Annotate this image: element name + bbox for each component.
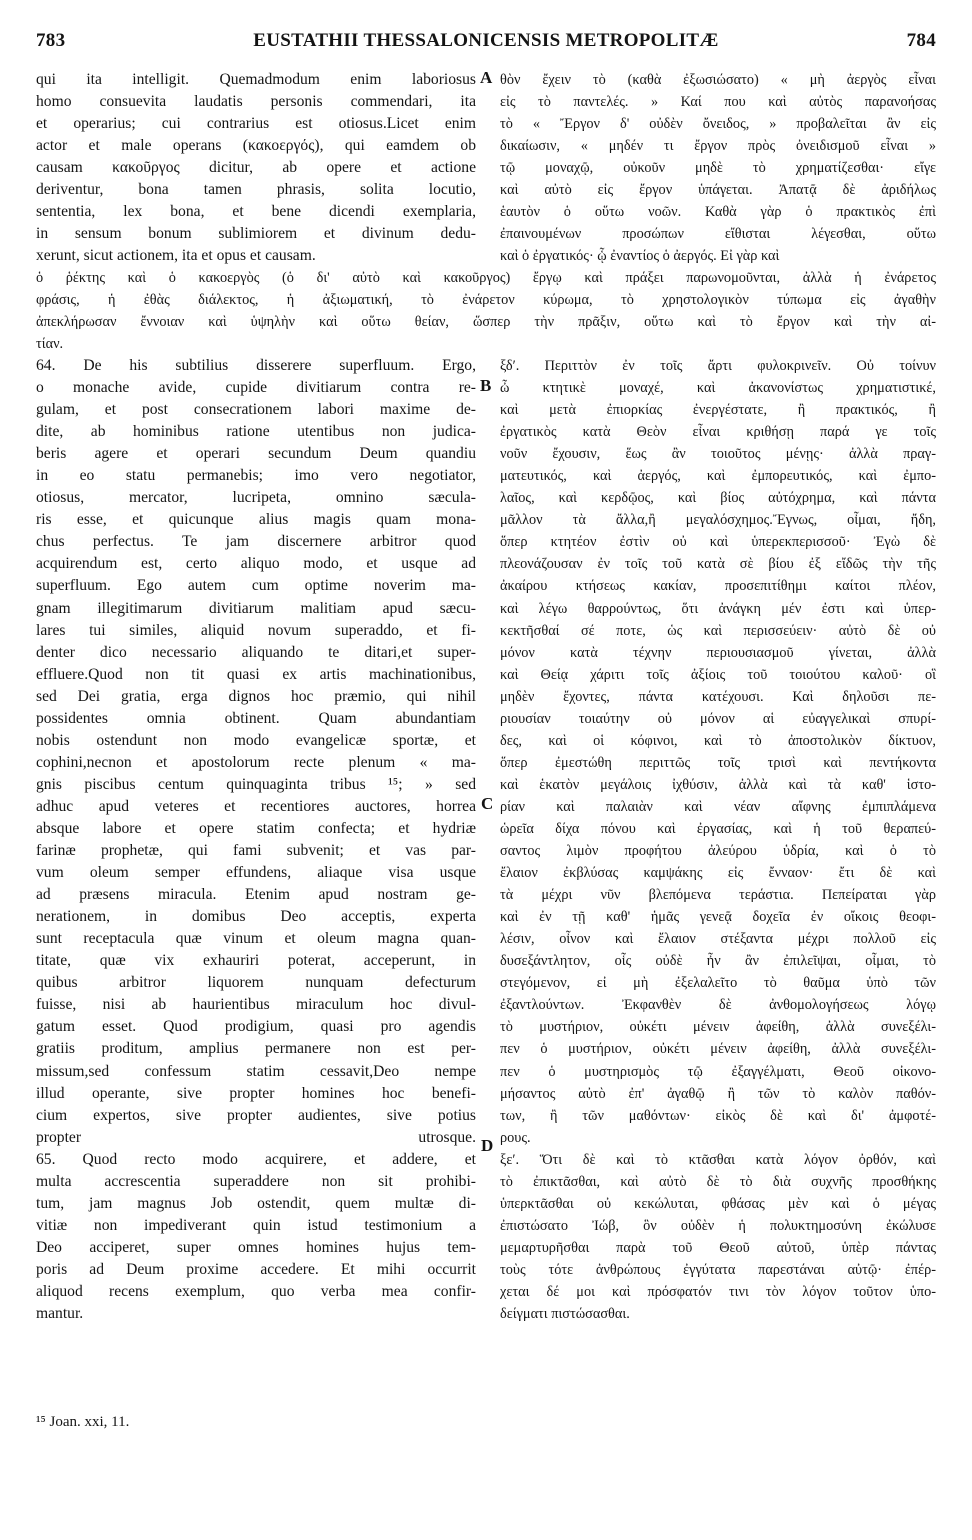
text-line: εἰς τὸ παντελές. » Καί που καὶ αὐτὸς παρανοήσας (500, 94, 936, 111)
text-line: καὶ ἐν τῇ καθ' ἡμᾶς γενεᾷ δοχεῖα ἐν οἴκοις θεοφι- (500, 909, 936, 926)
text-line: in eo statu permanebis; imo vero negotiator, (36, 467, 476, 485)
text-line: propter utrosque. (36, 1128, 476, 1146)
text-line: καὶ ἑκατὸν μεγάλοις ἰχθύσιν, ἀλλὰ καὶ τὰ καθ' ἱστο- (500, 776, 936, 793)
text-line: ὁ ῥέκτης καὶ ὁ κακοεργὸς (ὁ δι' αὐτὸ καὶ κακοῦργος) ἔργῳ καὶ πράξει παρωνομοῦνται, ἀλλὰ ἡ ἐνάρετος (36, 270, 936, 286)
text-line: nobis ostendunt non modo evangelicæ sportæ, et (36, 731, 476, 749)
text-line: actor et male operans (κακοεργός), qui eamdem ob (36, 137, 476, 155)
text-line: σαντος λιμὸν προφήτου ἀλεύρου ὑδρία, καὶ ὁ τὸ (500, 843, 936, 860)
text-line: ἐπιστώσατο Ἰώβ, ὃν οὐδὲν ἡ πολυκτημοσύνη ἐκώλυσε (500, 1217, 936, 1234)
greek-column-main (500, 355, 936, 1325)
text-line: μᾶλλον τὰ ἄλλα,ἢ μεγαλόσχημος.Ἔγνως, οἶμαι, ἤδη, (500, 512, 936, 529)
text-line: tum, jam magnus Job ostendit, quem multæ di- (36, 1194, 476, 1212)
text-line: titate, quæ vix exhauriri poterat, acceperunt, in (36, 952, 476, 970)
text-line: κεκτῆσθαί σέ ποτε, ὡς καὶ περισσεύειν· αὐτὸ δὲ οὐ (500, 622, 936, 639)
footnote: ¹⁵ Joan. xxi, 11. (36, 1414, 130, 1430)
text-line: beris agere et operari secundum Deum quandiu (36, 445, 476, 463)
text-line: denter dico necessario aliquando te ditari,et super- (36, 643, 476, 661)
text-line: Deo acciperet, super omnes homines hujus tem- (36, 1238, 476, 1256)
text-line: ματευτικός, καὶ ἀεργός, καὶ ἐμπορευτικός, καὶ ἐμπο- (500, 468, 936, 485)
text-line: πλεονάζουσαν ἐν τοῖς τοῦ κατὰ σὲ βίου ἐξ εἴδῶς τὴν τῆς (500, 556, 936, 573)
text-line: δες, καὶ οἱ κόφινοι, καὶ τὸ ἀποστολικὸν δίκτυον, (500, 732, 936, 749)
text-line: gnis piscibus centum quinquaginta tribus ¹⁵; » sed (36, 775, 476, 793)
text-line: πεν ὁ μυστήριον, οὐκέτι μένειν ἀφείθη, ἀλλὰ συνεξέλι- (500, 1041, 936, 1058)
text-line: ὅπερ κτητέον ἐστὶν οὐ καὶ ὑπερεκπερισσοῦ· Ἐγὼ δὲ (500, 534, 936, 551)
text-line: ξεʹ. Ὅτι δὲ καὶ τὸ κτᾶσθαι κατὰ λόγον ὀρθόν, καὶ (500, 1151, 936, 1168)
text-line: χεται δέ μοι καὶ πρόσφατόν τινι τὸν λόγον τοῦτον ὑπο- (500, 1283, 936, 1300)
text-line: et operarius; cui contrarius est otiosus.Licet enim (36, 115, 476, 133)
text-line: ρους. (500, 1129, 531, 1146)
page-header (36, 30, 936, 58)
text-line: τοὺς τότε ἀνθρώπους ἐγγύτατα παρεστάναι αὐτῷ· ἐπέρ- (500, 1261, 936, 1278)
text-line: τὰ μέχρι νῦν βλεπόμενα τεράστια. Πεπείραται γὰρ (500, 887, 936, 904)
text-line: ρίαν καὶ παλαιὰν καὶ νέαν αἴφνης ἐμπιπλάμενα (500, 798, 936, 815)
text-line: aliquod recens exemplum, quo verba mea confir- (36, 1282, 476, 1300)
text-line: καὶ μετὰ ἐπιορκίας ἐνεργέστατε, ἢ πρακτικός, ἢ (500, 402, 936, 419)
text-line: sed Dei gratia, erga dignos hoc præmio, qui nihil (36, 687, 476, 705)
text-line: poris ad Deum proxime accedere. Et mihi occurrit (36, 1260, 476, 1278)
text-line: 65. Quod recto modo acquirere, et addere, et (36, 1150, 476, 1168)
text-line: in sensum bonum sublimiorem et divinum dedu- (36, 225, 476, 243)
text-line: deriventur, bona tamen phrasis, solita locutio, (36, 181, 476, 199)
page-number-right: 784 (906, 30, 936, 51)
text-line: τῷ μοναχῷ, οὐκοῦν μηδὲ τὸ χρηματίζεσθαι· εἴγε (500, 160, 936, 177)
margin-letter-a: A (480, 68, 493, 87)
text-line: otiosus, mercator, lucripeta, omnino sæcula- (36, 489, 476, 507)
text-line: fuisse, nisi ab haurientibus miraculum hoc divul- (36, 996, 476, 1014)
text-line: gnam illegitimarum divitiarum malitiam apud sæcu- (36, 599, 476, 617)
text-line: nerationem, in domibus Deo acceptis, experta (36, 908, 476, 926)
text-line: gulam, et post consecrationem labori maxime de- (36, 401, 476, 419)
text-line: πεν ὁ μυστηρισμὸς τῷ ἐξαγγέλματι, Θεοῦ οἰκονο- (500, 1063, 936, 1080)
text-line: farinæ prophetæ, qui fami subvenit; et vas par- (36, 842, 476, 860)
text-line: cium expertos, sive propter audientes, sive potius (36, 1106, 476, 1124)
text-line: ἐπαινουμένων προσώπων εἴθισται λέγεσθαι, οὕτω (500, 226, 936, 243)
text-line: θὸν ἔχειν τὸ (καθὰ ἐξωσιώσατο) « μὴ ἀεργὸς εἶναι (500, 72, 936, 88)
latin-column-top (36, 69, 476, 267)
text-line: cophini,necnon et apostolorum recte plenum « ma- (36, 753, 476, 771)
margin-letter-b: B (480, 376, 492, 395)
text-line: sunt receptacula quæ vinum et oleum magna quan- (36, 930, 476, 948)
text-line: ἐργατικὸς κατὰ Θεὸν εἶναι κριθήσῃ παρά γε τοῖς (500, 424, 936, 441)
text-line: μόνον κατὰ τέχνην περιουσιασμοῦ γίνεται, ἀλλὰ (500, 644, 936, 661)
text-line: τίαν. (36, 336, 64, 353)
text-line: missum,sed confessum statim cessavit,Deo nempe (36, 1062, 476, 1080)
page-number-left: 783 (36, 30, 66, 51)
text-line: effluere.Quod non tit quasi ex artis machinationibus, (36, 665, 476, 683)
text-line: vitiæ non impediverant quin istud testimonium a (36, 1216, 476, 1234)
latin-column-main (36, 355, 476, 1325)
text-line: καὶ αὐτὸ εἰς ἔργον ὑπάγεται. Ἀπατᾷ δὲ ἀριδήλως (500, 182, 936, 199)
text-line: homo consuevita laudatis personis commendari, ita (36, 93, 476, 111)
text-line: lares tui similes, aliquid novum superaddo, et fi- (36, 621, 476, 639)
text-line: μεμαρτυρῆσθαι παρὰ τοῦ Θεοῦ αὐτοῦ, ὑπὲρ πάντας (500, 1239, 936, 1256)
text-line: 64. De his subtilius disserere superfluum. Ergo, (36, 357, 476, 374)
text-line: μηδὲν ἔχοντες, πάντα κατέχουσι. Καὶ δηλοῦσι πε- (500, 688, 936, 705)
text-line: λέσιν, οἶνον καὶ ἔλαιον στέξαντα μέχρι πολλοῦ εἰς (500, 931, 936, 948)
text-line: τὸ ἐπικτᾶσθαι, καὶ αὐτὸ δὲ τὸ διὰ συχνῆς προσθήκης (500, 1173, 936, 1190)
text-line: quibus arbitror liquorem nunquam defecturum (36, 974, 476, 992)
text-line: acquirendum est, certo aliquo modo, et usque ad (36, 555, 476, 573)
text-line: vum oleum semper effundens, aliaque visa usque (36, 864, 476, 882)
text-line: dite, ab hominibus ratione utentibus non judica- (36, 423, 476, 441)
text-line: chus perfectus. Te jam discernere arbitror quod (36, 533, 476, 551)
text-line: o monache avide, cupide divitiarum contra re- (36, 379, 476, 397)
text-line: ὑπερκτᾶσθαι οὐ κεκώλυται, φθάσας μὲν καὶ ὁ μέγας (500, 1195, 936, 1212)
running-title: EUSTATHII THESSALONICENSIS METROPOLITÆ (253, 30, 719, 51)
text-line: absque labore et opere statim confecta; et hydriæ (36, 819, 476, 837)
text-line: τὸ « Ἔργον δ' οὐδὲν ὄνειδος, » προβαλεῖται ἂν εἰς (500, 116, 936, 133)
text-line: superfluum. Ego autem cum optime noverim ma- (36, 577, 476, 595)
text-line: καὶ λέγω θαρρούντως, ὅτι ἀνάγκη μέν ἐστι καὶ ὑπερ- (500, 600, 936, 617)
text-line: ξδʹ. Περιττὸν ἐν τοῖς ἄρτι φυλοκρινεῖν. Οὐ τοίνυν (500, 358, 936, 374)
text-line: multa accrescentia superaddere non sit prohibi- (36, 1172, 476, 1190)
text-line: καὶ Θείᾳ χάριτι τοῖς ἀξίοις τοῦ τοιούτου καλοῦ· οἳ (500, 666, 936, 683)
text-line: qui ita intelligit. Quemadmodum enim laboriosus (36, 71, 476, 88)
text-line: δείγματι πιστώσασθαι. (500, 1306, 630, 1323)
text-line: ἀκαίρου κτήσεως κακίαν, προσεπιτίθημι καίτοι πλέον, (500, 578, 936, 595)
text-line: ris esse, et quicunque alius magis quam mona- (36, 511, 476, 529)
text-line: των, ἢ τῶν μαθόντων· εἰκὸς δὲ καὶ δι' ἀμφοτέ- (500, 1107, 936, 1124)
text-line: δικαίωσιν, « μηδέν τι ἔργον πρὸς ὀνειδισμοῦ εἶναι » (500, 138, 936, 155)
text-line: λαῖος, καὶ κερδῷος, καὶ βίος αὐτόχρημα, καὶ πάντα (500, 490, 936, 507)
margin-letter-c: C (481, 794, 494, 813)
text-line: τὸ μυστήριον, οὐκέτι μένειν ἀφείθη, ἀλλὰ συνεξέλι- (500, 1019, 936, 1036)
text-line: δυσεξάντλητον, οἷς οὐδὲ ἦν ἂν ἐπιλεῖψαι, οἶμαι, τὸ (500, 953, 936, 970)
text-line: gratiis proditum, amplius permanere non est per- (36, 1040, 476, 1058)
text-line: ἔλαιον ἐκβλύσας καμψάκης εἰς ἔνναον· ἔτι δὲ καὶ (500, 865, 936, 882)
text-line: gatum esset. Quod prodigium, quasi pro agendis (36, 1018, 476, 1036)
greek-full-width-block (36, 267, 936, 355)
text-line: possidentes omnia obtinent. Quam abundantiam (36, 709, 476, 727)
text-line: ὦ κτητικὲ μοναχέ, καὶ ἀκανονίστως χρηματιστικέ, (500, 380, 936, 397)
text-line: ἀπεκλήρωσαν ἔννοιαν καὶ ὑψηλὴν καὶ οὕτω θείαν, ὥσπερ τὴν πρᾶξιν, οὕτω καὶ τὸ ἔργον καὶ τὴν αἰ- (36, 314, 936, 331)
text-line: sententia, lex bona, et bene dicendi exemplaria, (36, 203, 476, 221)
text-line: ἐξαντλούντων. Ἐκφανθὲν δὲ ἀνθομολογήσεως λόγῳ (500, 997, 936, 1014)
text-line: καὶ ὁ ἐργατικός· ᾧ ἐναντίος ὁ ἀεργός. Εἰ γὰρ καὶ (500, 248, 780, 265)
text-line: adhuc apud veteres et recentiores auctores, horrea (36, 797, 476, 815)
text-line: μήσαντος αὐτὸ ἐπ' ἀγαθῷ ἢ τῶν τὸ καλὸν παθόν- (500, 1085, 936, 1102)
text-line: illud operante, sive propter homines hoc benefi- (36, 1084, 476, 1102)
text-line: νοῦν ἔχουσιν, ἕως ἂν τοιοῦτος μένῃς· ἀλλὰ πραγ- (500, 446, 936, 463)
greek-column-top (500, 69, 936, 267)
text-line: ὅπερ ἐμεστώθη περιττῶς τοῖς τρισὶ καὶ πεντήκοντα (500, 754, 936, 771)
text-line: ad præsens miracula. Etenim apud nostram ge- (36, 886, 476, 904)
text-line: στεγόμενον, εἰ μὴ ἐξελαλεῖτο τὸ θαῦμα ὑπὸ τῶν (500, 975, 936, 992)
text-line: ὡρεῖα δίχα πόνου καὶ ἐργασίας, καὶ ἡ τοῦ θεραπεύ- (500, 820, 936, 837)
text-line: mantur. (36, 1305, 84, 1323)
text-line: ριουσίαν τοιαύτην οὐ μόνον αἱ εὐαγγελικαὶ σπυρί- (500, 710, 936, 727)
text-line: xerunt, sicut actionem, ita et opus et causam. (36, 247, 316, 265)
margin-letter-d: D (481, 1136, 494, 1155)
text-line: ἑαυτὸν ὁ οὕτω νοῶν. Καθὰ γὰρ ὁ πρακτικὸς ἐπὶ (500, 204, 936, 221)
text-line: φράσις, ἡ ἐθὰς διάλεκτος, ἡ ἀξιωματική, τὸ ἐνάρετον κύρωμα, τὸ χρηστολογικὸν τύπωμα εἰς ἀγαθὴν (36, 292, 936, 309)
text-line: causam κακοῦργος dicitur, ab opere et actione (36, 159, 476, 177)
